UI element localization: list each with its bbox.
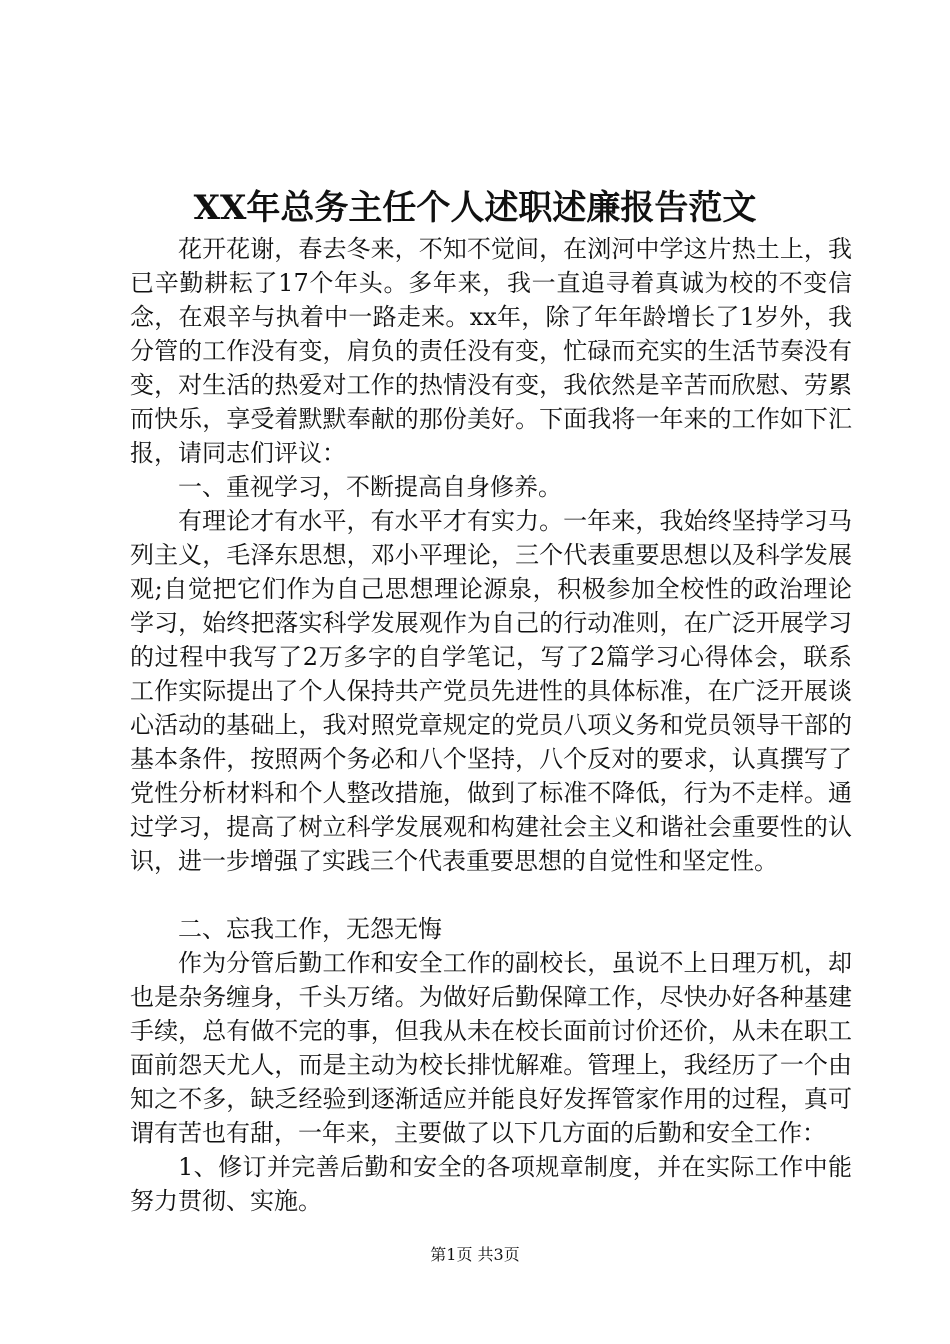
- section-heading-2: 二、忘我工作，无怨无悔: [178, 915, 442, 943]
- page-footer: 第1页 共3页: [430, 1245, 520, 1264]
- paragraph-study: 有理论才有水平，有水平才有实力。一年来，我始终坚持学习马列主义，毛泽东思想，邓小平理论，三个代表重要思想以及科学发展观;自觉把它们作为自己思想理论源泉，积极参加全校性的政治理论学习，始终把落实科学发展观作为自己的行动准则，在广泛开展学习的过程中我写了2万多字的自学笔记，写了2篇学习心得体会，联系工作实际提出了个人保持共产党员先进性的具体标准，在广泛开展谈心活动的基础上，我对照党章规定的党员八项义务和党员领导干部的基本条件，按照两个务必和八个坚持，八个反对的要求，认真撰写了党性分析材料和个人整改措施，做到了标准不降低，行为不走样。通过学习，提高了树立科学发展观和构建社会主义和谐社会重要性的认识，进一步增强了实践三个代表重要思想的自觉性和坚定性。: [130, 507, 852, 875]
- document-body: [130, 232, 852, 1218]
- paragraph-intro: 花开花谢，春去冬来，不知不觉间，在浏河中学这片热土上，我已辛勤耕耘了17个年头。多年来，我一直追寻着真诚为校的不变信念，在艰辛与执着中一路走来。xx年，除了年年龄增长了1岁外，我分管的工作没有变，肩负的责任没有变，忙碌而充实的生活节奏没有变，对生活的热爱对工作的热情没有变，我依然是辛苦而欣慰、劳累而快乐，享受着默默奉献的那份美好。下面我将一年来的工作如下汇报，请同志们评议：: [130, 235, 852, 467]
- document-title: XX年总务主任个人述职述廉报告范文: [193, 188, 757, 228]
- list-item-1: 1、修订并完善后勤和安全的各项规章制度，并在实际工作中能努力贯彻、实施。: [130, 1153, 852, 1215]
- paragraph-work: 作为分管后勤工作和安全工作的副校长，虽说不上日理万机，却也是杂务缠身，千头万绪。为做好后勤保障工作，尽快办好各种基建手续，总有做不完的事，但我从未在校长面前讨价还价，从未在职工面前怨天尤人，而是主动为校长排忧解难。管理上，我经历了一个由知之不多，缺乏经验到逐渐适应并能良好发挥管家作用的过程，真可谓有苦也有甜，一年来，主要做了以下几方面的后勤和安全工作：: [130, 949, 852, 1147]
- section-heading-1: 一、重视学习，不断提高自身修养。: [178, 473, 562, 501]
- blank-line: [130, 878, 852, 912]
